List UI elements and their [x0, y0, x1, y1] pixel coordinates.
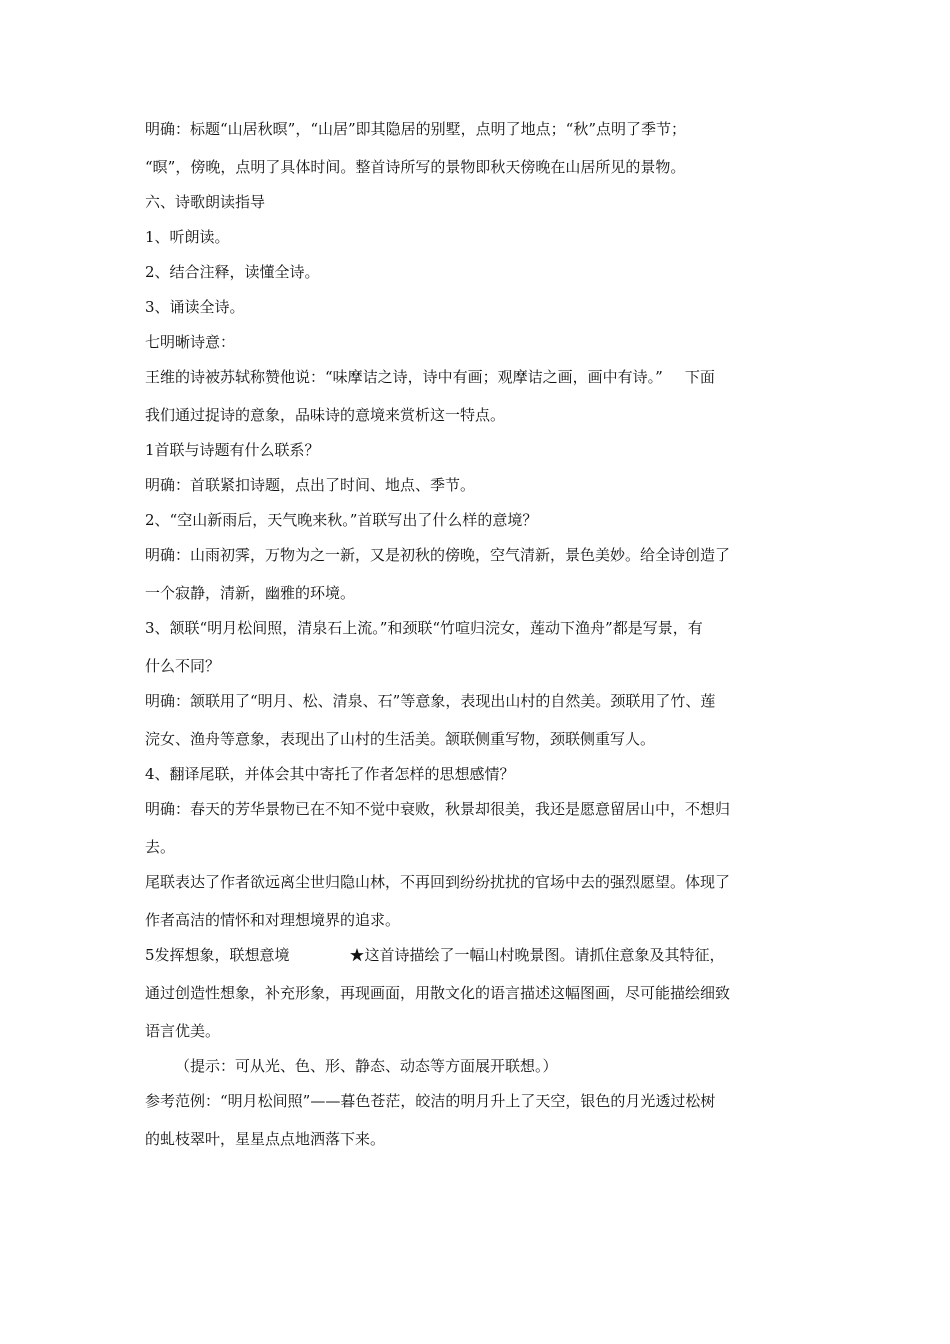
paragraph-line: “暝”，傍晚，点明了具体时间。整首诗所写的景物即秋天傍晚在山居所见的景物。	[145, 158, 686, 176]
example-line: 参考范例：“明月松间照”——暮色苍茫，皎洁的明月升上了天空，银色的月光透过松树	[145, 1092, 716, 1110]
answer-line: 一个寂静，清新，幽雅的环境。	[145, 584, 356, 602]
task-label: 5发挥想象，联想意境	[145, 946, 290, 964]
question-line: 通过创造性想象，补充形象，再现画面，用散文化的语言描述这幅图画，尽可能描绘细致	[145, 984, 731, 1002]
question-line: 1首联与诗题有什么联系？	[145, 441, 320, 459]
question-line	[145, 944, 810, 966]
hint-line: （提示：可从光、色、形、静态、动态等方面展开联想。）	[175, 1057, 558, 1075]
answer-line: 浣女、渔舟等意象，表现出了山村的生活美。颔联侧重写物，颈联侧重写人。	[145, 730, 656, 748]
section-heading: 六、诗歌朗读指导	[145, 193, 266, 211]
answer-line: 去。	[145, 838, 176, 856]
paragraph-line	[145, 366, 810, 388]
question-line: 什么不同？	[145, 657, 221, 675]
task-text: ★这首诗描绘了一幅山村晚景图。请抓住意象及其特征，	[349, 946, 725, 964]
answer-line: 明确：首联紧扣诗题，点出了时间、地点、季节。	[145, 476, 476, 494]
question-line: 2、“空山新雨后，天气晚来秋。”首联写出了什么样的意境？	[145, 511, 538, 529]
quote-continuation: 下面	[684, 368, 715, 386]
document-page	[145, 118, 810, 1150]
question-line: 3、颔联“明月松间照，清泉石上流。”和颈联“竹喧归浣女，莲动下渔舟”都是写景，有	[145, 619, 703, 637]
paragraph-line: 作者高洁的情怀和对理想境界的追求。	[145, 911, 401, 929]
list-item: 1、听朗读。	[145, 228, 230, 246]
example-line: 的虬枝翠叶，星星点点地洒落下来。	[145, 1130, 386, 1148]
list-item: 3、诵读全诗。	[145, 298, 245, 316]
question-line: 4、翻译尾联，并体会其中寄托了作者怎样的思想感情？	[145, 765, 515, 783]
paragraph-line: 尾联表达了作者欲远离尘世归隐山林，不再回到纷纷扰扰的官场中去的强烈愿望。体现了	[145, 873, 731, 891]
answer-line: 明确：山雨初霁，万物为之一新，又是初秋的傍晚，空气清新，景色美妙。给全诗创造了	[145, 546, 731, 564]
answer-line: 明确：春天的芳华景物已在不知不觉中衰败，秋景却很美，我还是愿意留居山中，不想归	[145, 800, 731, 818]
question-line: 语言优美。	[145, 1022, 221, 1040]
list-item: 2、结合注释，读懂全诗。	[145, 263, 320, 281]
quote-text: 王维的诗被苏轼称赞他说：“味摩诘之诗，诗中有画；观摩诘之画，画中有诗。”	[145, 368, 663, 386]
paragraph-line: 明确：标题“山居秋暝”，“山居”即其隐居的别墅，点明了地点；“秋”点明了季节；	[145, 120, 687, 138]
answer-line: 明确：颔联用了“明月、松、清泉、石”等意象，表现出山村的自然美。颈联用了竹、莲	[145, 692, 716, 710]
paragraph-line: 我们通过捉诗的意象，品味诗的意境来赏析这一特点。	[145, 406, 506, 424]
section-heading: 七明晰诗意：	[145, 333, 236, 351]
